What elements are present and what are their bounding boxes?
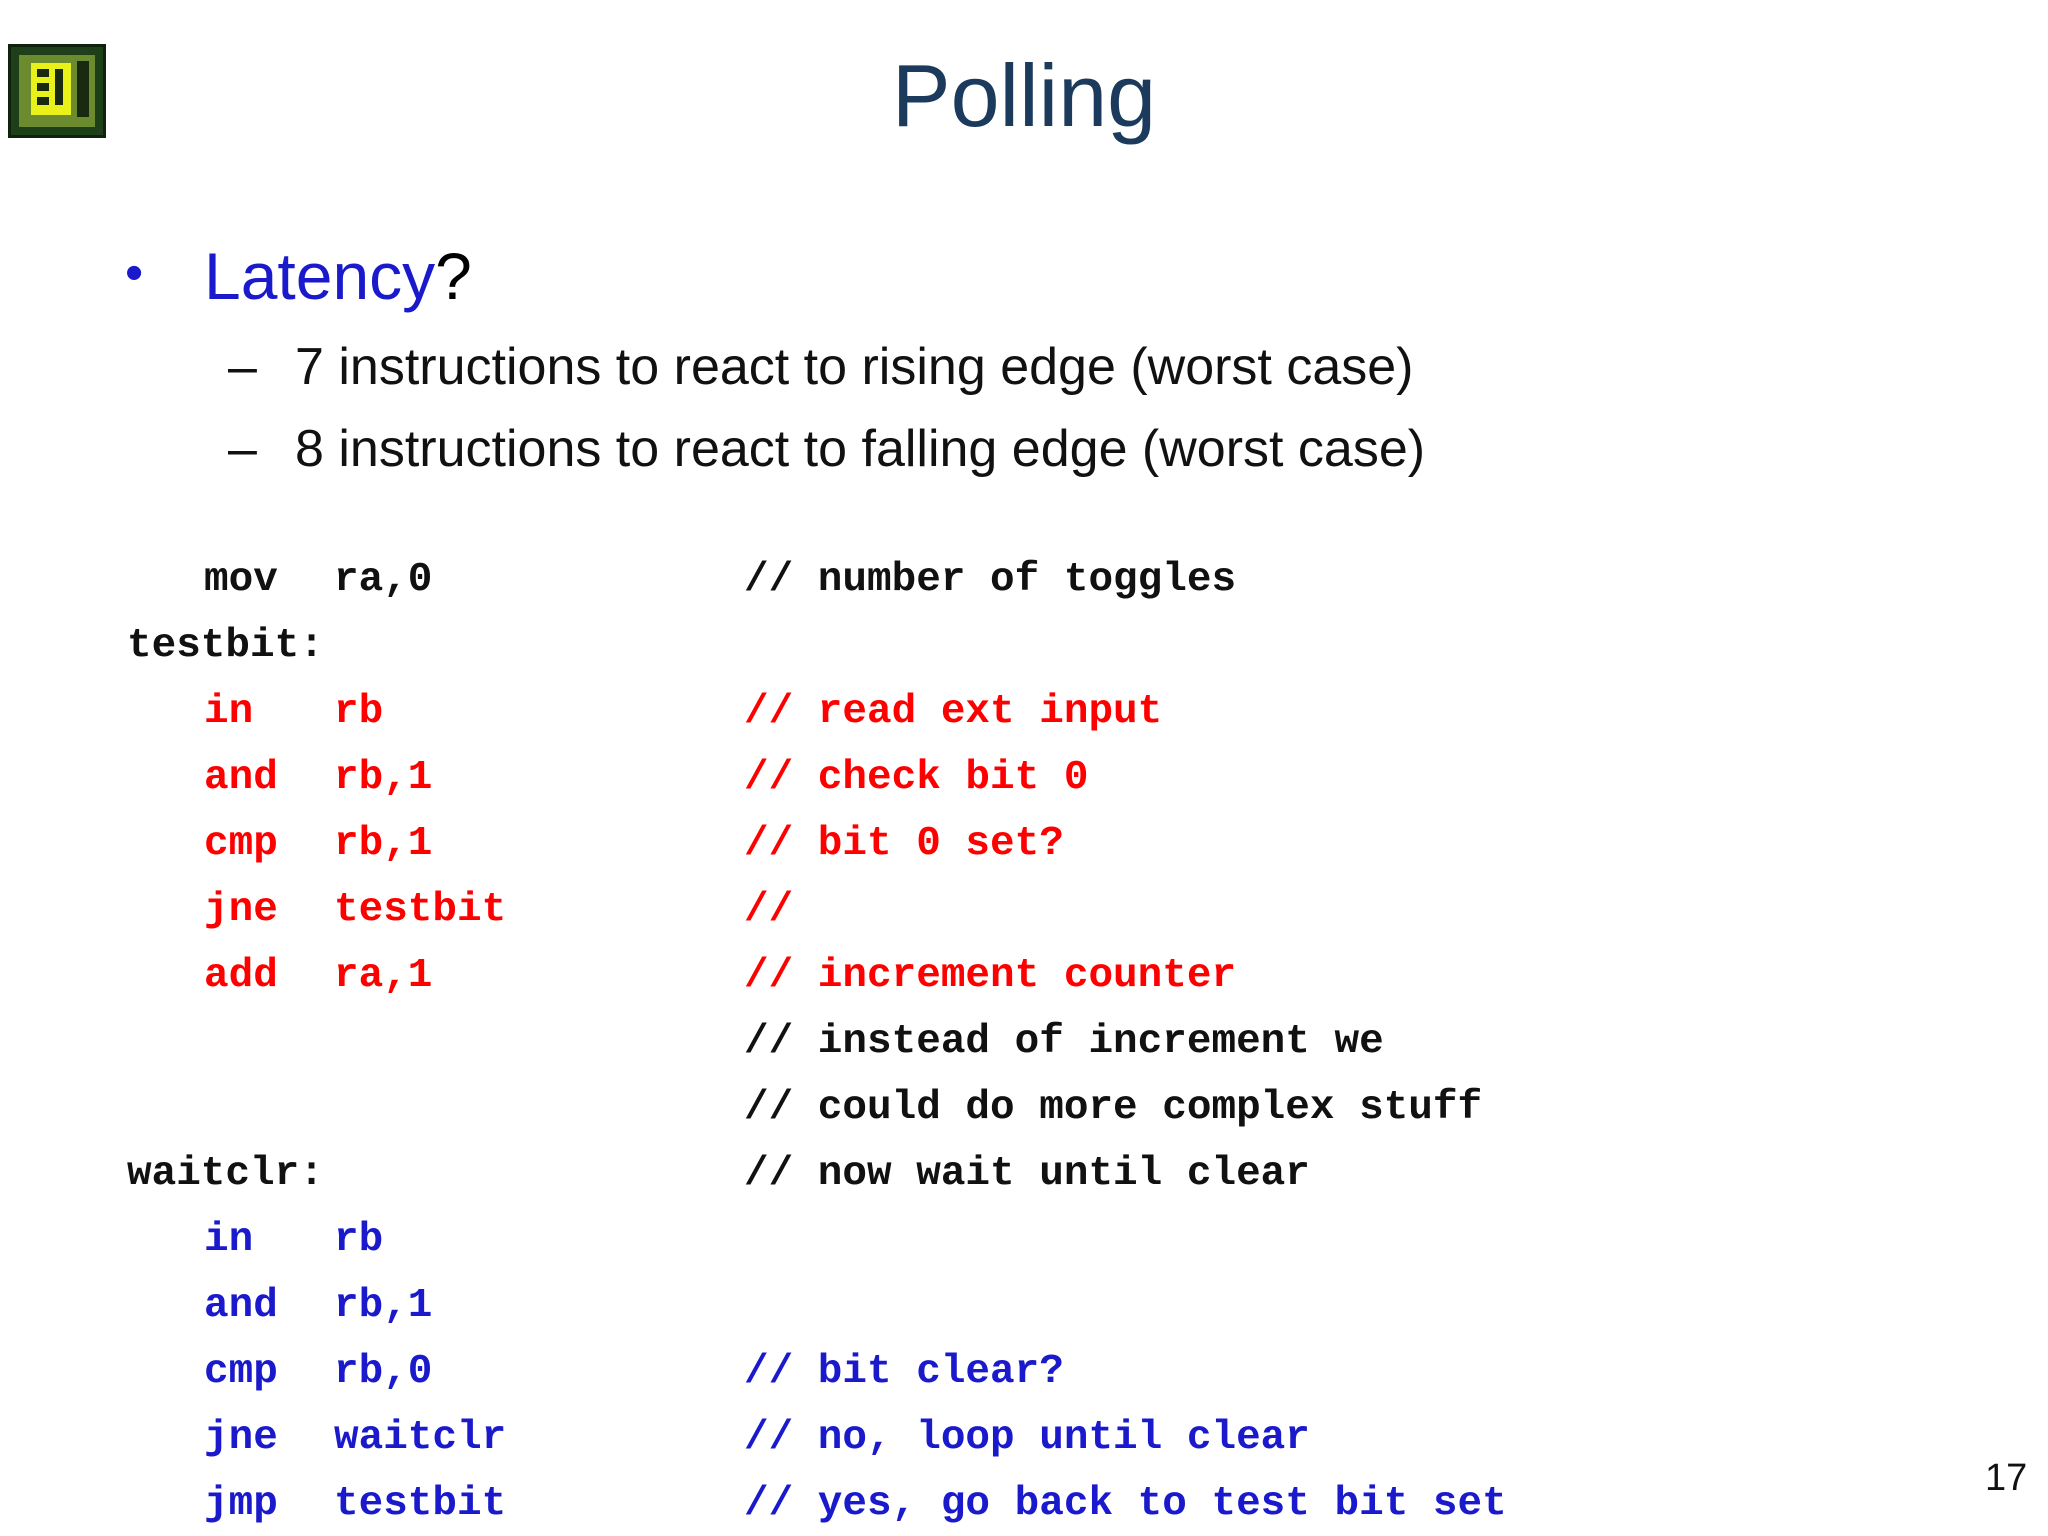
code-comment: // check bit 0	[744, 755, 1089, 801]
code-comment: // bit 0 set?	[744, 821, 1064, 867]
sub-bullet-text: 8 instructions to react to falling edge (worst case)	[295, 420, 1426, 478]
code-mnemonic: cmp	[204, 821, 278, 867]
code-comment: // yes, go back to test bit set	[744, 1481, 1507, 1527]
code-operand: rb	[334, 1217, 384, 1263]
code-comment: // bit clear?	[744, 1349, 1064, 1395]
slide-title: Polling	[891, 46, 1157, 145]
bullet-keyword: Latency	[204, 239, 436, 313]
code-mnemonic: jne	[204, 887, 278, 933]
code-mnemonic: cmp	[204, 1349, 278, 1395]
page-number: 17	[1985, 1457, 2028, 1499]
sub-bullet-dash: –	[228, 420, 257, 478]
code-comment: // instead of increment we	[744, 1019, 1384, 1065]
code-mnemonic: in	[204, 689, 254, 735]
code-comment: //	[744, 887, 794, 933]
code-comment: // read ext input	[744, 689, 1163, 735]
code-operand: rb	[334, 689, 384, 735]
code-comment: // now wait until clear	[744, 1151, 1310, 1197]
code-operand: rb,1	[334, 1283, 433, 1329]
code-mnemonic: in	[204, 1217, 254, 1263]
bullet-suffix: ?	[435, 239, 472, 313]
code-operand: rb,0	[334, 1349, 433, 1395]
sub-bullet-dash: –	[228, 338, 257, 396]
code-mnemonic: jne	[204, 1415, 278, 1461]
code-mnemonic: jmp	[204, 1481, 278, 1527]
code-mnemonic: mov	[204, 557, 278, 603]
code-operand: rb,1	[334, 755, 433, 801]
code-operand: ra,0	[334, 557, 433, 603]
code-operand: ra,1	[334, 953, 433, 999]
code-mnemonic: add	[204, 953, 278, 999]
bullet-dot: •	[125, 244, 144, 302]
code-operand: testbit	[334, 1481, 507, 1527]
code-operand: testbit	[334, 887, 507, 933]
code-mnemonic: and	[204, 1283, 278, 1329]
code-comment: // number of toggles	[744, 557, 1237, 603]
code-operand: rb,1	[334, 821, 433, 867]
sub-bullet-text: 7 instructions to react to rising edge (worst case)	[295, 338, 1414, 396]
code-comment: // no, loop until clear	[744, 1415, 1310, 1461]
code-operand: waitclr	[334, 1415, 507, 1461]
code-label: waitclr:	[127, 1151, 324, 1197]
bullet-latency	[204, 239, 472, 313]
code-comment: // could do more complex stuff	[744, 1085, 1483, 1131]
code-label: testbit:	[127, 623, 324, 669]
code-mnemonic: and	[204, 755, 278, 801]
code-comment: // increment counter	[744, 953, 1237, 999]
